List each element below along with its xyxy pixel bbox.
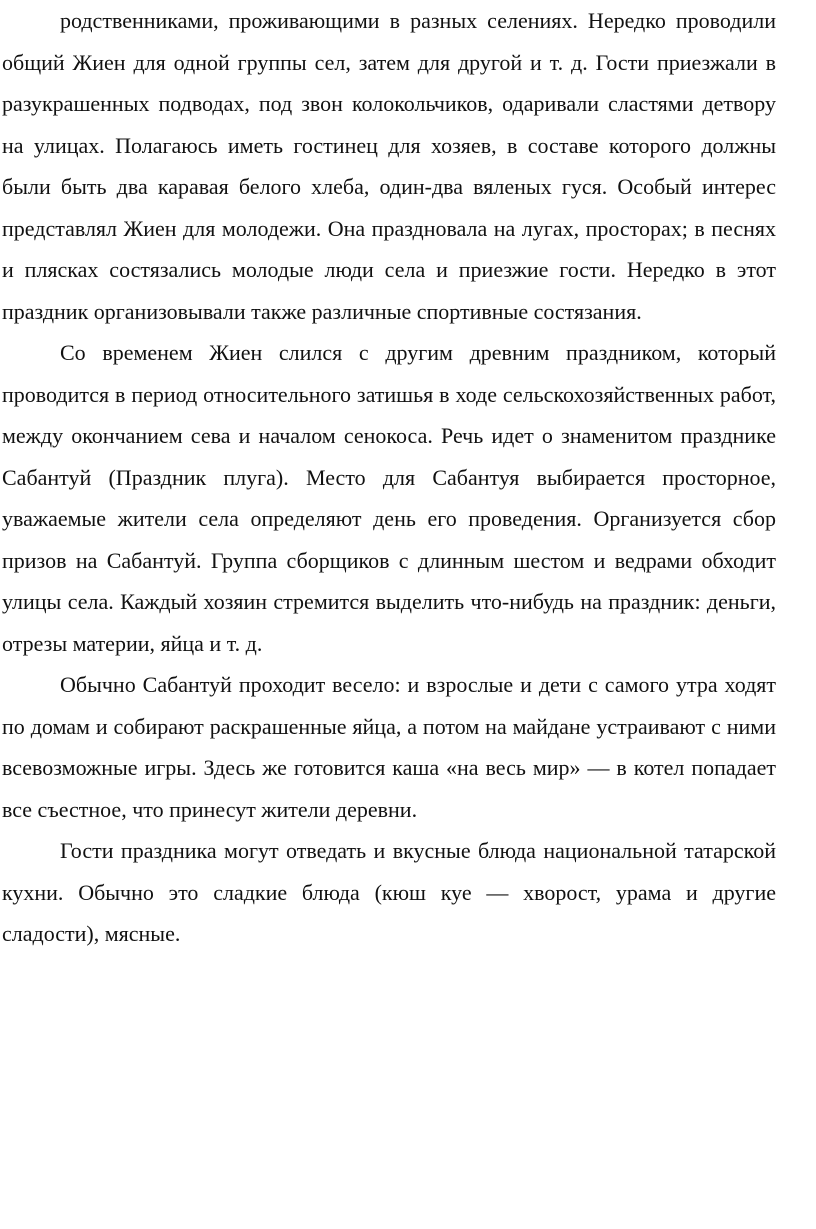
- document-body: [2, 0, 776, 955]
- paragraph-1: родственниками, проживающими в разных селениях. Нередко проводили общий Жиен для одной группы сел, затем для другой и т. д. Гости приезжали в разукрашенных подводах, под звон колокольчиков, одаривали сластями детвору на улицах. Полагаюсь иметь гостинец для хозяев, в составе которого должны были быть два каравая белого хлеба, один-два вяленых гуся. Особый интерес представлял Жиен для молодежи. Она праздновала на лугах, просторах; в песнях и плясках состязались молодые люди села и приезжие гости. Нередко в этот праздник организовывали также различные спортивные состязания.: [2, 8, 776, 324]
- paragraph-2: Со временем Жиен слился с другим древним праздником, который проводится в период относительного затишья в ходе сельскохозяйственных работ, между окончанием сева и началом сенокоса. Речь идет о знаменитом празднике Сабантуй (Праздник плуга). Место для Сабантуя выбирается просторное, уважаемые жители села определяют день его проведения. Организуется сбор призов на Сабантуй. Группа сборщиков с длинным шестом и ведрами обходит улицы села. Каждый хозяин стремится выделить что-нибудь на праздник: деньги, отрезы материи, яйца и т. д.: [2, 340, 776, 656]
- paragraph-3: Обычно Сабантуй проходит весело: и взрослые и дети с самого утра ходят по домам и собирают раскрашенные яйца, а потом на майдане устраивают с ними всевозможные игры. Здесь же готовится каша «на весь мир» — в котел попадает все съестное, что принесут жители деревни.: [2, 672, 776, 822]
- paragraph-4: Гости праздника могут отведать и вкусные блюда национальной татарской кухни. Обычно это сладкие блюда (кюш куе — хворост, урама и другие сладости), мясные.: [2, 838, 776, 946]
